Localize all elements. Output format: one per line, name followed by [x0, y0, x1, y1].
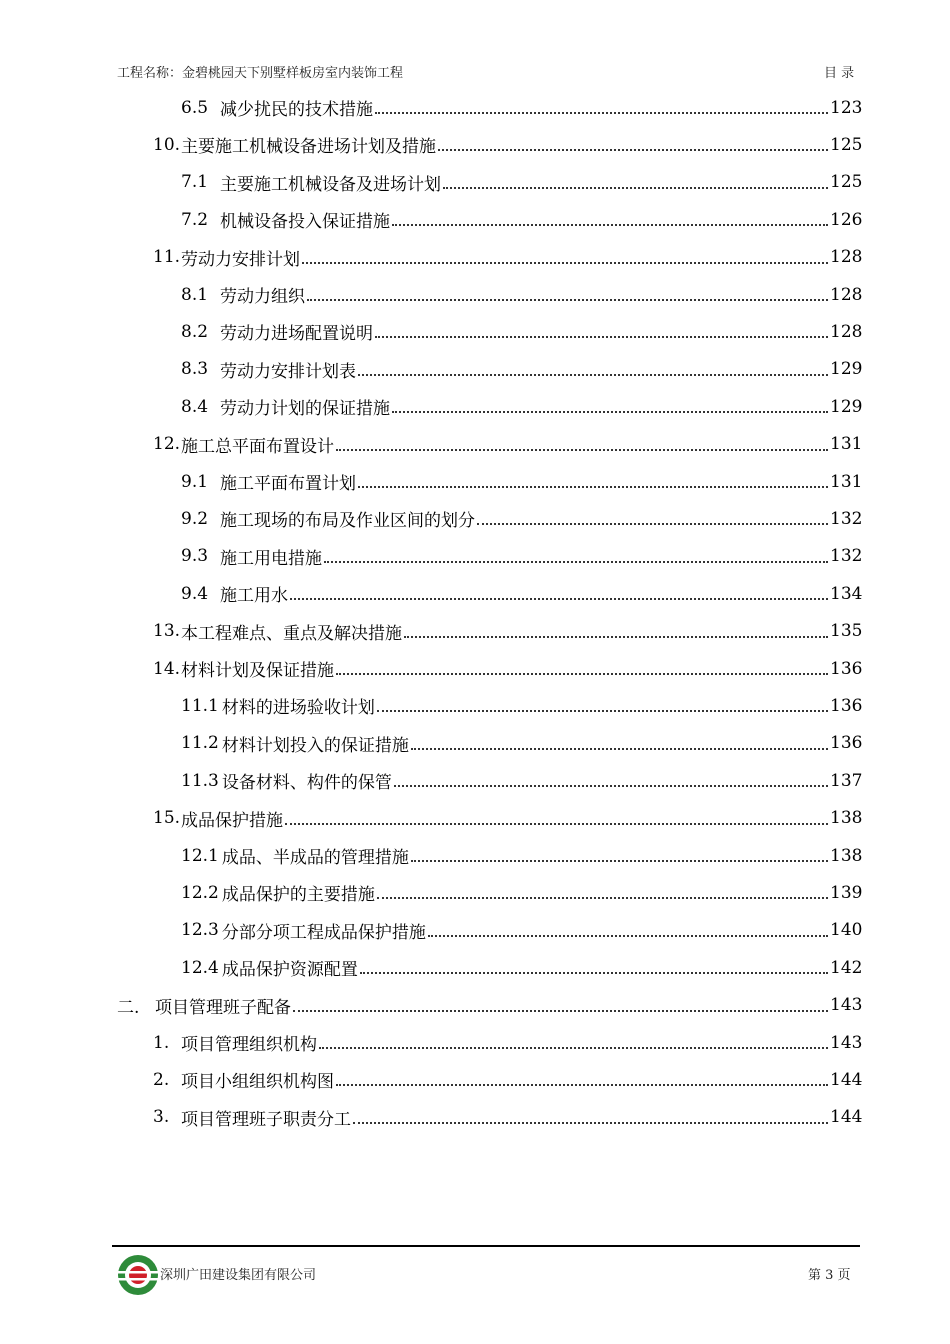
toc-entry-title: 项目管理班子配备 [155, 997, 291, 1018]
toc-entry[interactable] [153, 126, 863, 163]
toc-entry-title: 成品、半成品的管理措施 [221, 848, 409, 868]
toc-entry-page: 135 [830, 621, 863, 642]
toc-entry-title: 材料计划及保证措施 [181, 661, 334, 681]
toc-entry-page: 139 [830, 882, 863, 903]
toc-dot-leader [360, 971, 828, 974]
toc-entry-number: 8.3 [181, 359, 209, 380]
toc-entry-number: 7.2 [181, 209, 209, 230]
toc-dot-leader [443, 186, 828, 189]
toc-entry[interactable] [181, 912, 863, 949]
toc-entry-number: 二. [117, 997, 140, 1018]
toc-entry-title: 施工平面布置计划 [220, 474, 356, 494]
toc-entry-page: 129 [830, 359, 863, 380]
toc-entry-page: 128 [830, 247, 863, 268]
company-logo-icon [113, 1248, 163, 1298]
toc-entry-number: 15. [153, 808, 181, 829]
toc-entry-page: 125 [830, 134, 863, 155]
toc-entry-number: 11.1 [181, 695, 219, 716]
toc-entry[interactable] [153, 1061, 863, 1098]
toc-entry[interactable] [153, 800, 863, 837]
toc-dot-leader [392, 223, 828, 226]
toc-entry-title: 材料的进场验收计划 [221, 698, 375, 719]
toc-entry[interactable] [181, 276, 863, 313]
toc-entry[interactable] [181, 725, 863, 762]
toc-entry-title: 成品保护的主要措施 [221, 885, 375, 906]
toc-entry[interactable] [153, 650, 863, 687]
toc-entry[interactable] [181, 313, 863, 350]
toc-entry-title: 材料计划投入的保证措施 [221, 735, 409, 756]
toc-entry-title: 项目管理组织机构 [181, 1035, 317, 1055]
toc-dot-leader [302, 261, 828, 264]
toc-entry-title: 本工程难点、重点及解决措施 [181, 623, 402, 644]
toc-entry[interactable] [181, 164, 863, 201]
toc-entry-title: 项目小组组织机构图 [181, 1072, 334, 1093]
toc-entry-page: 136 [830, 658, 863, 679]
toc-entry[interactable] [181, 388, 863, 425]
toc-entry-page: 137 [830, 770, 863, 791]
toc-entry-page: 134 [830, 583, 863, 604]
toc-dot-leader [293, 1009, 828, 1012]
toc-entry-page: 144 [830, 1107, 863, 1128]
toc-dot-leader [336, 448, 828, 451]
toc-entry-number: 7.1 [181, 172, 209, 193]
toc-entry-page: 131 [830, 471, 863, 492]
toc-dot-leader [428, 934, 828, 937]
toc-entry[interactable] [181, 949, 863, 986]
toc-entry-page: 125 [830, 172, 863, 193]
toc-entry-number: 12.3 [181, 920, 219, 941]
toc-entry-title: 劳动力安排计划表 [220, 361, 356, 382]
toc-entry-page: 128 [830, 321, 863, 342]
toc-entry-number: 8.1 [181, 284, 209, 305]
toc-dot-leader [375, 111, 828, 114]
toc-entry-number: 9.3 [181, 546, 209, 567]
toc-entry-title: 施工总平面布置设计 [181, 436, 334, 457]
toc-entry-title: 施工现场的布局及作业区间的划分 [220, 511, 475, 532]
toc-dot-leader [353, 1121, 828, 1124]
toc-dot-leader [375, 335, 828, 338]
toc-dot-leader [477, 522, 828, 525]
toc-entry[interactable] [181, 687, 863, 724]
toc-entry-title: 成品保护措施 [181, 810, 283, 831]
toc-dot-leader [394, 784, 828, 787]
toc-entry-title: 设备材料、构件的保管 [221, 773, 392, 794]
toc-entry-number: 2. [153, 1069, 170, 1090]
toc-entry-number: 10. [153, 134, 181, 155]
toc-dot-leader [438, 148, 828, 151]
toc-entry-number: 13. [153, 621, 181, 642]
toc-entry-page: 143 [830, 995, 863, 1016]
toc-dot-leader [377, 896, 828, 899]
toc-entry-page: 128 [830, 284, 863, 305]
toc-entry-number: 9.4 [181, 583, 209, 604]
toc-dot-leader [358, 485, 828, 488]
toc-entry-title: 劳动力安排计划 [181, 249, 300, 270]
toc-entry[interactable] [153, 239, 863, 276]
footer-page-number: 第 3 页 [808, 1268, 851, 1283]
toc-entry-title: 劳动力组织 [220, 287, 305, 307]
toc-entry-title: 主要施工机械设备进场计划及措施 [181, 137, 436, 158]
toc-entry-number: 12. [153, 434, 181, 455]
toc-dot-leader [319, 1046, 828, 1049]
footer-company: 深圳广田建设集团有限公司 [160, 1268, 317, 1283]
toc-entry[interactable] [181, 874, 863, 911]
toc-entry-page: 129 [830, 396, 863, 417]
toc-entry[interactable] [181, 201, 863, 238]
toc-entry-number: 12.1 [181, 845, 219, 866]
toc-entry-number: 9.2 [181, 508, 209, 529]
toc-entry[interactable] [181, 463, 863, 500]
toc-dot-leader [285, 822, 828, 825]
toc-entry-title: 分部分项工程成品保护措施 [221, 922, 426, 943]
toc-entry-number: 11. [153, 247, 181, 268]
toc-entry-page: 131 [830, 434, 863, 455]
toc-entry-page: 132 [830, 546, 863, 567]
toc-entry[interactable] [153, 1099, 863, 1136]
toc-entry-page: 144 [830, 1069, 863, 1090]
toc-entry-number: 12.4 [181, 957, 219, 978]
toc-entry-title: 主要施工机械设备及进场计划 [220, 174, 441, 195]
toc-entry[interactable] [153, 1024, 863, 1061]
page-header-section: 目 录 [824, 66, 855, 81]
toc-entry[interactable] [181, 538, 863, 575]
toc-entry-title: 项目管理班子职责分工 [181, 1109, 351, 1130]
toc-dot-leader [336, 1083, 828, 1086]
toc-entry-number: 14. [153, 658, 181, 679]
toc-dot-leader [377, 709, 828, 712]
toc-dot-leader [307, 298, 828, 301]
toc-entry-page: 132 [830, 508, 863, 529]
page-header-project: 工程名称：金碧桃园天下别墅样板房室内装饰工程 [117, 66, 404, 81]
toc-entry-page: 142 [830, 957, 863, 978]
toc-dot-leader [358, 373, 828, 376]
toc-entry-number: 9.1 [181, 471, 209, 492]
toc-entry[interactable] [153, 426, 863, 463]
toc-entry-title: 施工用水 [220, 586, 288, 607]
toc-entry-number: 12.2 [181, 882, 219, 903]
toc-entry-title: 劳动力计划的保证措施 [220, 399, 390, 420]
toc-entry-number: 6.5 [181, 97, 209, 118]
toc-entry-number: 3. [153, 1107, 170, 1128]
toc-entry-page: 138 [830, 845, 863, 866]
toc-entry-page: 136 [830, 733, 863, 754]
toc-dot-leader [392, 410, 828, 413]
toc-dot-leader [336, 672, 828, 675]
toc-entry-page: 138 [830, 808, 863, 829]
toc-entry-title: 减少扰民的技术措施 [220, 100, 373, 120]
toc-entry[interactable] [181, 762, 863, 799]
toc-entry[interactable] [181, 89, 863, 126]
footer-rule [112, 1245, 860, 1247]
toc-entry[interactable] [181, 351, 863, 388]
toc-entry-title: 机械设备投入保证措施 [220, 212, 390, 233]
toc-entry-number: 11.2 [181, 733, 219, 754]
toc-entry[interactable] [181, 575, 863, 612]
toc-entry-page: 126 [830, 209, 863, 230]
toc-entry[interactable] [117, 987, 863, 1024]
toc-entry-number: 8.4 [181, 396, 209, 417]
toc-dot-leader [411, 747, 828, 750]
toc-entry-number: 8.2 [181, 321, 209, 342]
toc-entry-page: 123 [830, 97, 863, 118]
toc-entry-title: 成品保护资源配置 [221, 960, 358, 981]
toc-entry-title: 施工用电措施 [220, 548, 322, 569]
toc-dot-leader [411, 859, 828, 862]
toc-entry[interactable] [181, 837, 863, 874]
toc-entry[interactable] [181, 500, 863, 537]
toc-entry-page: 140 [830, 920, 863, 941]
toc-entry-title: 劳动力进场配置说明 [220, 324, 373, 345]
toc-entry-page: 136 [830, 695, 863, 716]
toc-dot-leader [290, 597, 828, 600]
toc-dot-leader [324, 560, 828, 563]
toc-entry-number: 11.3 [181, 770, 219, 791]
toc-dot-leader [404, 635, 828, 638]
toc-entry-page: 143 [830, 1032, 863, 1053]
toc-entry[interactable] [153, 613, 863, 650]
toc-entry-number: 1. [153, 1032, 170, 1053]
